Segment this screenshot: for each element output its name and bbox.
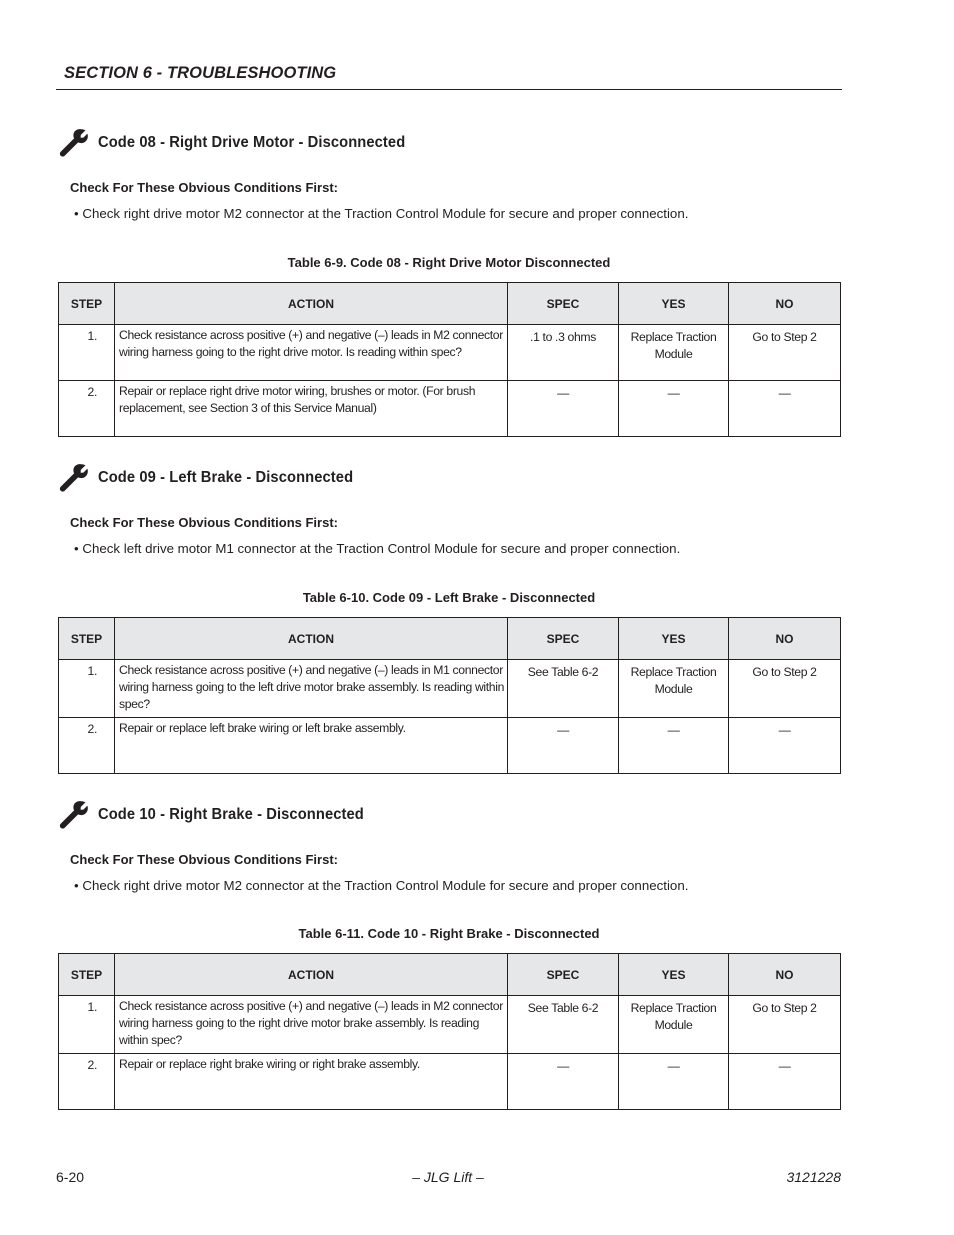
column-header-yes: YES xyxy=(619,618,729,660)
yes-cell: — xyxy=(619,381,729,437)
table-6-9 xyxy=(58,282,841,437)
action-cell: Check resistance across positive (+) and negative (–) leads in M2 connector wiring harness going to the right drive motor. Is reading within spec? xyxy=(115,325,508,381)
column-header-no: NO xyxy=(729,283,841,325)
column-header-spec: SPEC xyxy=(508,283,619,325)
spec-cell: See Table 6-2 xyxy=(508,660,619,718)
table-6-10 xyxy=(58,617,841,774)
check-bullet: • Check right drive motor M2 connector at the Traction Control Module for secure and proper connection. xyxy=(74,878,689,893)
table-caption: Table 6-10. Code 09 - Left Brake - Disconnected xyxy=(302,590,596,605)
no-cell: Go to Step 2 xyxy=(729,996,841,1054)
step-cell: 1. xyxy=(59,325,115,381)
footer-brand: – JLG Lift – xyxy=(412,1169,484,1185)
column-header-step: STEP xyxy=(59,283,115,325)
column-header-action: ACTION xyxy=(115,954,508,996)
table-caption: Table 6-9. Code 08 - Right Drive Motor Disconnected xyxy=(287,255,611,270)
table-row xyxy=(59,996,841,1054)
check-title: Check For These Obvious Conditions First: xyxy=(70,515,338,530)
table-row xyxy=(59,381,841,437)
column-header-yes: YES xyxy=(619,954,729,996)
section-heading: Code 09 - Left Brake - Disconnected xyxy=(98,469,354,486)
page-number: 6-20 xyxy=(56,1169,85,1185)
section-heading: Code 08 - Right Drive Motor - Disconnected xyxy=(98,134,406,151)
column-header-action: ACTION xyxy=(115,618,508,660)
spec-cell: See Table 6-2 xyxy=(508,996,619,1054)
column-header-no: NO xyxy=(729,618,841,660)
no-cell: — xyxy=(729,718,841,774)
header-rule xyxy=(56,89,842,90)
wrench-icon xyxy=(58,128,88,158)
table-row xyxy=(59,718,841,774)
code-08-heading xyxy=(58,128,432,158)
column-header-spec: SPEC xyxy=(508,954,619,996)
spec-cell: — xyxy=(508,381,619,437)
document-number: 3121228 xyxy=(786,1169,841,1185)
no-cell: — xyxy=(729,381,841,437)
action-cell: Repair or replace right brake wiring or right brake assembly. xyxy=(115,1054,508,1110)
step-cell: 2. xyxy=(59,381,115,437)
no-cell: Go to Step 2 xyxy=(729,325,841,381)
table-caption: Table 6-11. Code 10 - Right Brake - Disconnected xyxy=(298,926,600,941)
column-header-no: NO xyxy=(729,954,841,996)
check-title: Check For These Obvious Conditions First: xyxy=(70,180,338,195)
spec-cell: — xyxy=(508,718,619,774)
action-cell: Repair or replace right drive motor wiring, brushes or motor. (For brush replacement, see Section 3 of this Service Manual) xyxy=(115,381,508,437)
table-header-row xyxy=(59,954,841,996)
check-title: Check For These Obvious Conditions First: xyxy=(70,852,338,867)
table-header-row xyxy=(59,618,841,660)
yes-cell: Replace Traction Module xyxy=(619,325,729,381)
action-cell: Repair or replace left brake wiring or left brake assembly. xyxy=(115,718,508,774)
yes-cell: Replace Traction Module xyxy=(619,660,729,718)
table-header-row xyxy=(59,283,841,325)
code-09-heading xyxy=(58,463,375,493)
action-cell: Check resistance across positive (+) and negative (–) leads in M1 connector wiring harness going to the left drive motor brake assembly. Is reading within spec? xyxy=(115,660,508,718)
code-10-heading xyxy=(58,800,387,830)
wrench-icon xyxy=(58,463,88,493)
no-cell: Go to Step 2 xyxy=(729,660,841,718)
table-6-11 xyxy=(58,953,841,1110)
spec-cell: .1 to .3 ohms xyxy=(508,325,619,381)
column-header-spec: SPEC xyxy=(508,618,619,660)
step-cell: 2. xyxy=(59,1054,115,1110)
wrench-icon xyxy=(58,800,88,830)
action-cell: Check resistance across positive (+) and negative (–) leads in M2 connector wiring harness going to the right drive motor brake assembly. Is reading within spec? xyxy=(115,996,508,1054)
yes-cell: — xyxy=(619,1054,729,1110)
section-heading: Code 10 - Right Brake - Disconnected xyxy=(98,806,364,823)
check-bullet: • Check left drive motor M1 connector at the Traction Control Module for secure and proper connection. xyxy=(74,541,681,556)
step-cell: 1. xyxy=(59,660,115,718)
step-cell: 1. xyxy=(59,996,115,1054)
yes-cell: — xyxy=(619,718,729,774)
column-header-yes: YES xyxy=(619,283,729,325)
spec-cell: — xyxy=(508,1054,619,1110)
check-bullet: • Check right drive motor M2 connector at the Traction Control Module for secure and proper connection. xyxy=(74,206,689,221)
table-row xyxy=(59,660,841,718)
table-row xyxy=(59,1054,841,1110)
column-header-step: STEP xyxy=(59,954,115,996)
no-cell: — xyxy=(729,1054,841,1110)
step-cell: 2. xyxy=(59,718,115,774)
column-header-step: STEP xyxy=(59,618,115,660)
table-row xyxy=(59,325,841,381)
section-title: SECTION 6 - TROUBLESHOOTING xyxy=(64,64,337,82)
column-header-action: ACTION xyxy=(115,283,508,325)
yes-cell: Replace Traction Module xyxy=(619,996,729,1054)
